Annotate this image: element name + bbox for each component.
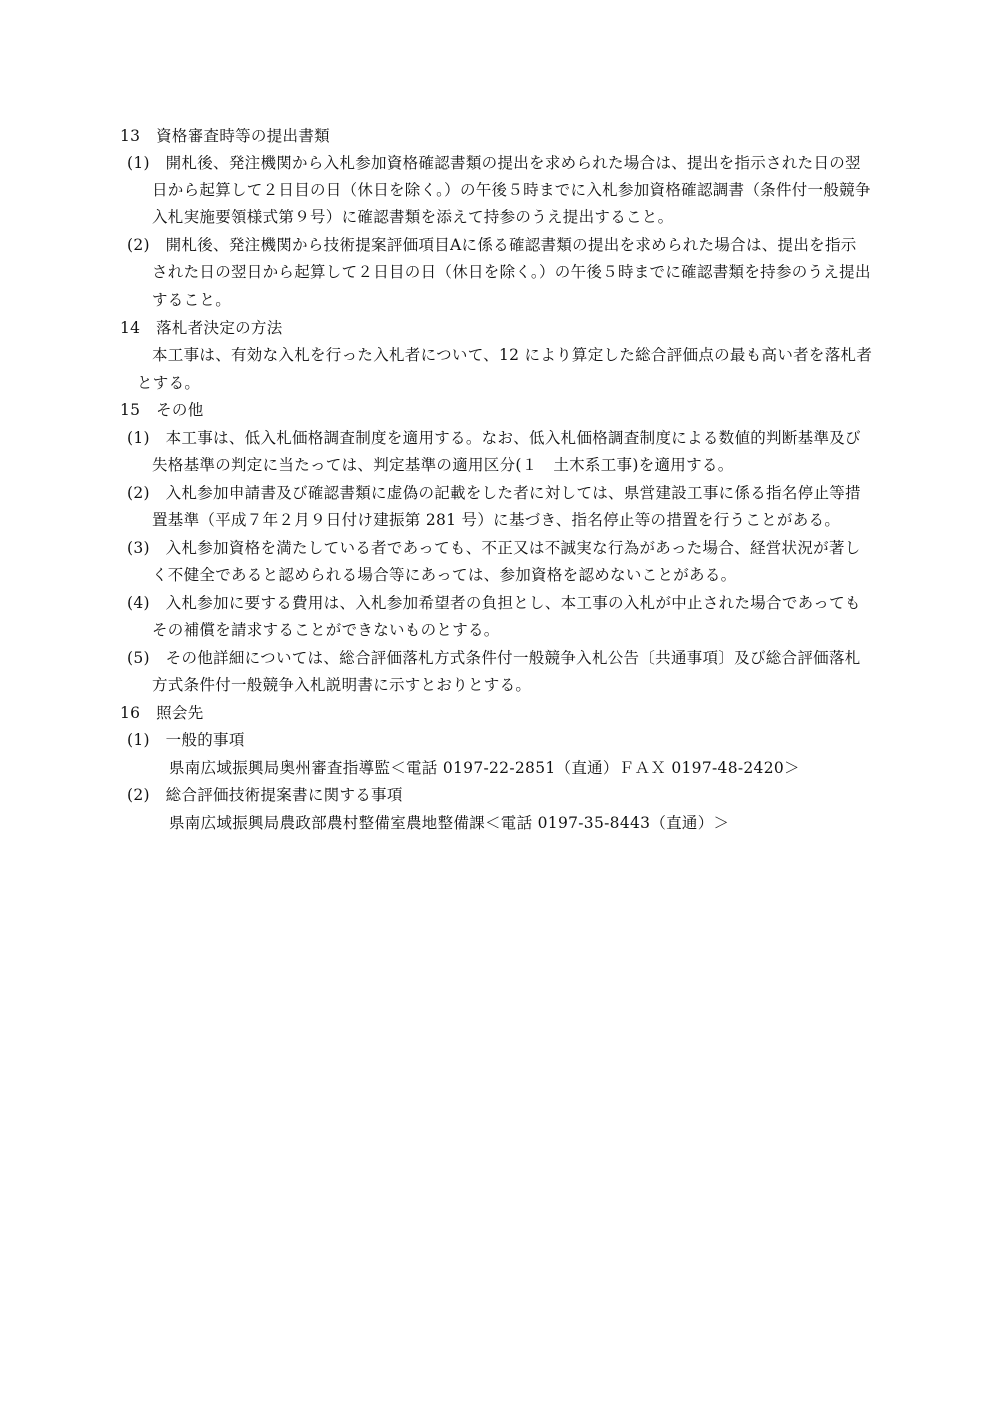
section-14-body-line-2: とする。 xyxy=(137,374,201,392)
section-13-heading: 13 資格審査時等の提出書類 xyxy=(120,127,330,145)
section-15-item-1-line-2: 失格基準の判定に当たっては、判定基準の適用区分(１ 土木系工事)を適用する。 xyxy=(152,456,734,474)
section-13-item-1-line-2: 日から起算して２日目の日（休日を除く。）の午後５時までに入札参加資格確認調書（条件付一般競争 xyxy=(152,181,871,199)
section-15-item-5-line-2: 方式条件付一般競争入札説明書に示すとおりとする。 xyxy=(152,676,532,694)
section-15-item-4-line-1: (4) 入札参加に要する費用は、入札参加希望者の負担とし、本工事の入札が中止された場合であっても xyxy=(127,594,861,612)
section-13-item-2-line-3: すること。 xyxy=(152,291,232,309)
section-15-item-3-line-1: (3) 入札参加資格を満たしている者であっても、不正又は不誠実な行為があった場合、経営状況が著し xyxy=(127,539,861,557)
section-14-body-line-1: 本工事は、有効な入札を行った入札者について、12 により算定した総合評価点の最も高い者を落札者 xyxy=(152,346,873,364)
section-15-heading: 15 その他 xyxy=(120,401,204,419)
section-13-item-2-line-1: (2) 開札後、発注機関から技術提案評価項目Aに係る確認書類の提出を求められた場合は、提出を指示 xyxy=(127,236,857,254)
section-16-item-2-label: (2) 総合評価技術提案書に関する事項 xyxy=(127,786,403,804)
section-13-item-1-line-3: 入札実施要領様式第９号）に確認書類を添えて持参のうえ提出すること。 xyxy=(152,208,674,226)
section-15-item-2-line-2: 置基準（平成７年２月９日付け建振第 281 号）に基づき、指名停止等の措置を行うことがある。 xyxy=(152,511,841,529)
section-16-item-2-contact: 県南広域振興局農政部農村整備室農地整備課＜電話 0197-35-8443（直通）＞ xyxy=(169,814,730,832)
section-15-item-5-line-1: (5) その他詳細については、総合評価落札方式条件付一般競争入札公告〔共通事項〕及び総合評価落札 xyxy=(127,649,861,667)
section-15-item-1-line-1: (1) 本工事は、低入札価格調査制度を適用する。なお、低入札価格調査制度による数値的判断基準及び xyxy=(127,429,861,447)
section-16-item-1-label: (1) 一般的事項 xyxy=(127,731,245,749)
section-14-heading: 14 落札者決定の方法 xyxy=(120,319,283,337)
section-15-item-3-line-2: く不健全であると認められる場合等にあっては、参加資格を認めないことがある。 xyxy=(152,566,737,584)
section-15-item-4-line-2: その補償を請求することができないものとする。 xyxy=(152,621,500,639)
section-16-heading: 16 照会先 xyxy=(120,704,204,722)
section-15-item-2-line-1: (2) 入札参加申請書及び確認書類に虚偽の記載をした者に対しては、県営建設工事に係る指名停止等措 xyxy=(127,484,861,502)
section-16-item-1-contact: 県南広域振興局奥州審査指導監＜電話 0197-22-2851（直通）ＦＡＸ 0197-48-2420＞ xyxy=(169,759,800,777)
section-13-item-1-line-1: (1) 開札後、発注機関から入札参加資格確認書類の提出を求められた場合は、提出を指示された日の翌 xyxy=(127,154,861,172)
section-13-item-2-line-2: された日の翌日から起算して２日目の日（休日を除く。）の午後５時までに確認書類を持参のうえ提出 xyxy=(152,263,871,281)
